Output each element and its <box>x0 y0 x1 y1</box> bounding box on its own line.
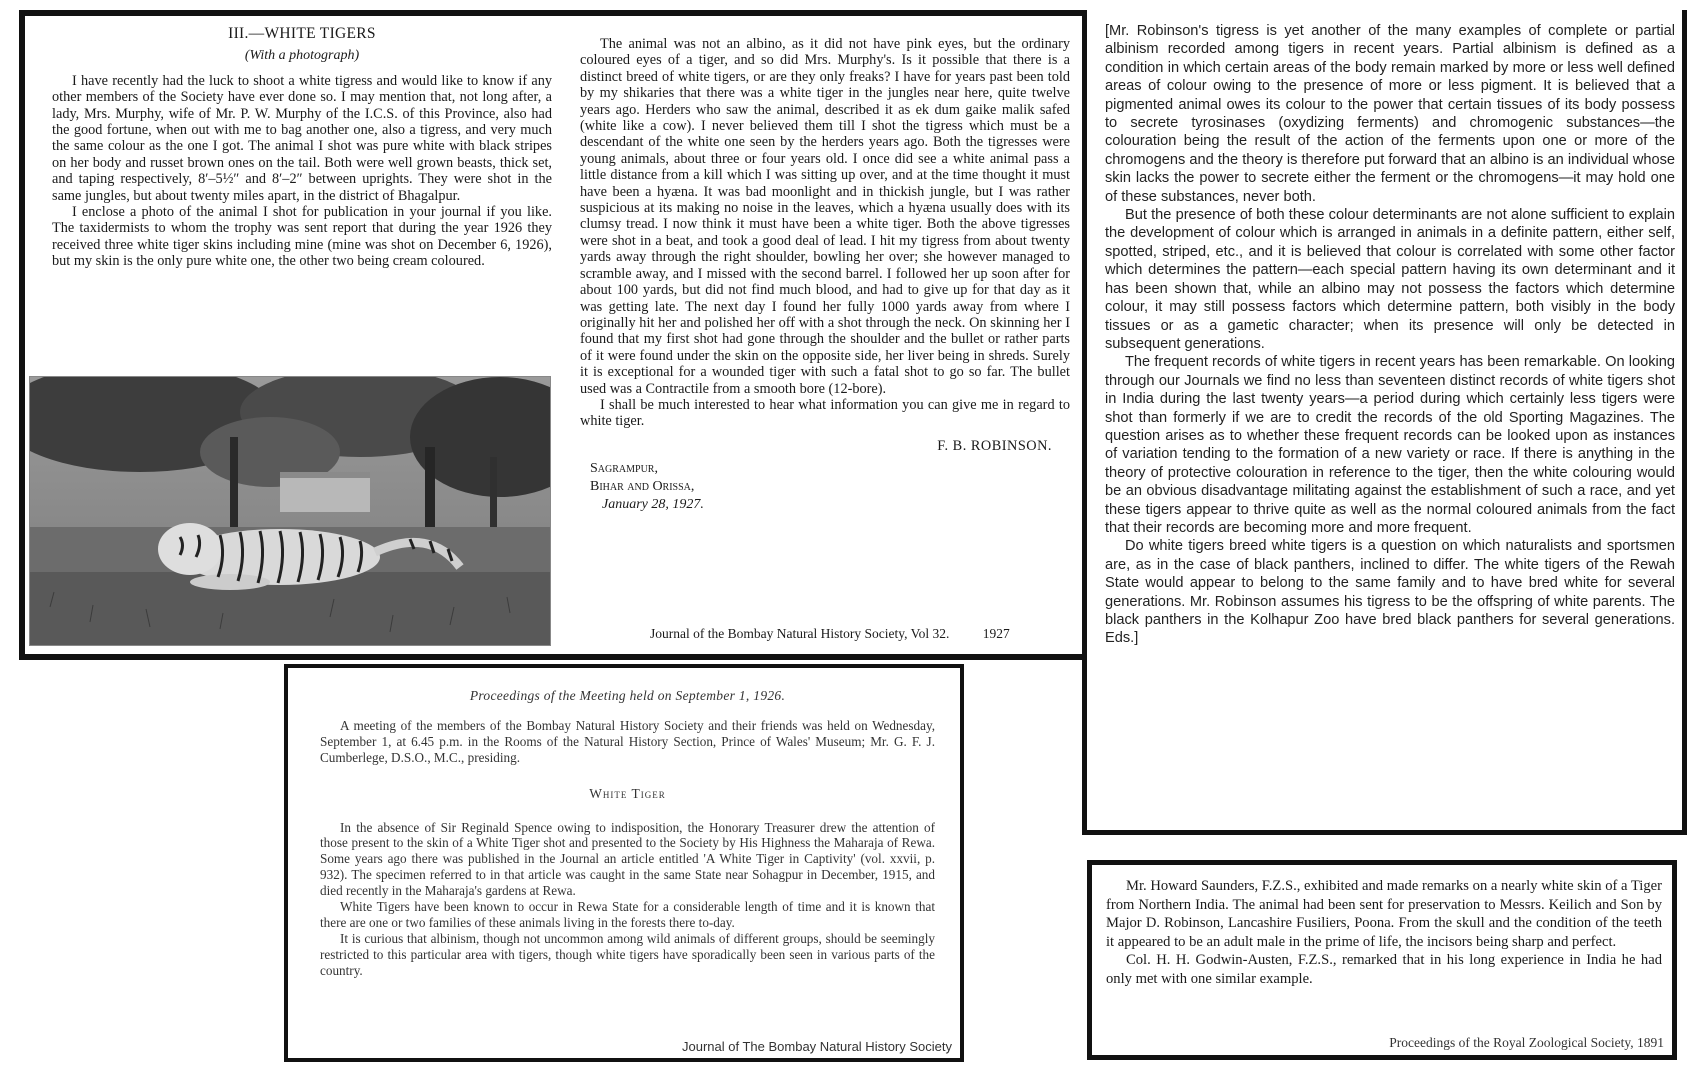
editors-note-text <box>1105 22 1675 648</box>
royal-paragraph: Mr. Howard Saunders, F.Z.S., exhibited and made remarks on a nearly white skin of a Tiger from Northern India. The animal had been sent for preservation to Messrs. Keilich and Son by Major D. Robinson, Lancashire Fusiliers, Poona. From the skull and the condition of the teeth it appeared to be an adult male in the prime of life, the incisors being sharp and perfect. <box>1106 878 1662 950</box>
royal-society-text <box>1106 877 1662 989</box>
proceedings-text <box>320 688 935 979</box>
proceedings-heading: White Tiger <box>589 785 666 801</box>
author-address <box>580 460 1070 514</box>
proceedings-title: Proceedings of the Meeting held on September 1, 1926. <box>469 688 786 703</box>
source-caption <box>650 626 1010 642</box>
article-paragraph: The animal was not an albino, as it did not have pink eyes, but the ordinary coloured eyes of a tiger, and so did Mrs. Murphy's. Is it possible that there is a distinct breed of white tigers, or are they only freaks? I have for years past been told by my shikaries that there was a white tiger in the jungles near here, quite twelve years ago. Herders who saw the animal, described it as ek dum gaike malik safed (white like a cow). I never believed them till I shot the tigress which must be a descendant of the white one seen by the herders years ago. Both the tigresses were young animals, about three or four years old. I once did see a white animal pass a little distance from a kill which I was sitting up over, and at the time thought it must have been a hyæna. It was bad moonlight and in thickish jungle, but I was rather suspicious at its making no noise in the leaves, which a hyæna usually does with its clumsy tread. I now think it must have been a white tiger. Both the above tigresses were shot in a beat, and took a good deal of lead. I hit my tigress from about twenty yards away through the right shoulder, bowling her over; she however managed to scramble away, and I missed with the second barrel. I followed her up soon after for about 100 yards, but did not find much blood, and had to give up for that day as it was getting late. The next day I found her fully 1000 yards away from where I originally hit her and polished her off with a shot through the neck. On skinning her I found that my first shot had gone through the shoulder and the bullet or rather parts of it were found under the skin on the opposite side, her liver being in shreds. Surely it is exceptional for a wounded tiger with such a fatal shot to go so far. The bullet used was a Contractile from a smooth bore (12-bore). <box>580 36 1070 397</box>
article-panel <box>19 10 1090 660</box>
address-date: January 28, 1927. <box>602 497 704 513</box>
article-title: III.—WHITE TIGERS <box>228 25 376 42</box>
white-tiger-photo <box>29 376 551 646</box>
proceedings-caption: Journal of The Bombay Natural History Society <box>682 1039 952 1054</box>
author-signature: F. B. ROBINSON. <box>937 437 1052 454</box>
address-line: Bihar and Orissa, <box>590 479 695 495</box>
editors-paragraph: But the presence of both these colour determinants are not alone sufficient to explain the development of colour which is arranged in animals in a definite pattern, either self, spotted, striped, etc., and it is believed that colour is correlated with some other factor which determines the pattern—each special pattern having its own determinant and it has been shown that, while an albino may not possess the factors which determine colour, it may still possess factors which determine pattern, both visibly in the body tissues or as a gametic character; when its presence will only be detected in subsequent generations. <box>1105 207 1675 352</box>
proceedings-paragraph: It is curious that albinism, though not uncommon among wild animals of different groups, should be seemingly restricted to this particular area with tigers, though white tigers have sporadically been seen in various parts of the country. <box>320 930 935 978</box>
proceedings-panel <box>284 664 964 1062</box>
editors-paragraph: Do white tigers breed white tigers is a question on which naturalists and sportsmen are, as in the case of black panthers, inclined to differ. The white tigers of the Rewah State would appear to belong to the same family and to have bred white for several generations. Mr. Robinson assumes his tigress to be the offspring of white parents. The black panthers in the Kolhapur Zoo have bred black panthers for several generations. Eds.] <box>1105 538 1675 647</box>
article-column-right <box>580 36 1070 514</box>
royal-society-panel <box>1087 860 1677 1060</box>
proceedings-intro: A meeting of the members of the Bombay Natural History Society and their friends was held on Wednesday, September 1, at 6.45 p.m. in the Rooms of the Natural History Section, Prince of Wales' Museum; Mr. G. F. J. Cumberlege, D.S.O., M.C., presiding. <box>320 717 935 765</box>
proceedings-paragraph: In the absence of Sir Reginald Spence owing to indisposition, the Honorary Treasurer drew the attention of those present to the skin of a White Tiger shot and presented to the Society by His Highness the Maharaja of Rewa. Some years ago there was published in the Journal an article entitled 'A White Tiger in Captivity' (vol. xxvii, p. 932). The specimen referred to in that article was caught in the same State near Sohagpur in December, 1915, and died recently in the Maharaja's gardens at Rewa. <box>320 819 935 899</box>
editors-paragraph: [Mr. Robinson's tigress is yet another of the many examples of complete or partial albinism recorded among tigers in recent years. Partial albinism is defined as a condition in which certain areas of the body remain marked by more or less well defined areas of colour owing to the presence of more or less pigment. It is believed that a pigmented animal owes its colour to the power that certain tissues of its body possess to secrete tyrosinases (oxydizing ferments) and chromogenic substances—the colouration being the result of the action of the ferments upon one or more of the chromogens and the theory is therefore put forward that an albino is an individual whose skin lacks the power to secrete either the ferment or the chromogens—it may hold one of these substances, never both. <box>1105 23 1675 205</box>
royal-paragraph: Col. H. H. Godwin-Austen, F.Z.S., remarked that in his long experience in India he had only met with one similar example. <box>1106 952 1662 987</box>
address-line: Sagrampur, <box>590 461 658 477</box>
article-column-left <box>52 26 552 270</box>
editors-paragraph: The frequent records of white tigers in recent years has been remarkable. On looking through our Journals we find no less than seventeen distinct records of white tigers shot in India during the last twenty years—a period during which certainly less tigers were shot than formerly if we are to credit the records of the old Sporting Magazines. The question arises as to whether these frequent records can be looked upon as instances of variation tending to the formation of a new variety or race. If there is anything in the theory of protective colouration in reference to the tiger, then the white colouring would be an obvious disadvantage militating against the establishment of such a race, and yet these tigers appear to thrive quite as well as the normal coloured animals from the fact that their records are becoming more and more frequent. <box>1105 354 1675 536</box>
article-paragraph: I enclose a photo of the animal I shot for publication in your journal if you like. The taxidermists to whom the trophy was sent report that during the year 1926 they received three white tiger skins including mine (mine was shot on December 6, 1926), but my skin is the only pure white one, the other two being cream coloured. <box>52 204 552 270</box>
editors-note-panel <box>1082 10 1687 835</box>
royal-caption: Proceedings of the Royal Zoological Society, 1891 <box>1389 1035 1664 1050</box>
article-paragraph: I shall be much interested to hear what information you can give me in regard to white tiger. <box>580 396 1070 430</box>
source-caption-text: Journal of the Bombay Natural History Society, Vol 32. <box>650 626 950 641</box>
source-caption-year: 1927 <box>982 626 1010 641</box>
proceedings-paragraph: White Tigers have been known to occur in Rewa State for a considerable length of time and it is known that there are one or two families of these animals living in the forests there to-day. <box>320 899 935 930</box>
article-paragraph: I have recently had the luck to shoot a white tigress and would like to know if any other members of the Society have ever done so. I may mention that, not long after, a lady, Mrs. Murphy, wife of Mr. P. W. Murphy of the I.C.S. of this Province, also had the good fortune, when out with me to bag another one, also a tigress, and very much the same colour as the one I got. The animal I shot was pure white with black stripes on her body and russet brown ones on the tail. Both were well grown beasts, thick set, and taping respectively, 8′–5½″ and 8′–2″ between uprights. They were shot in the same jungles, but about twenty miles apart, in the district of Bhagalpur. <box>52 72 552 204</box>
article-subtitle: (With a photograph) <box>244 48 360 64</box>
